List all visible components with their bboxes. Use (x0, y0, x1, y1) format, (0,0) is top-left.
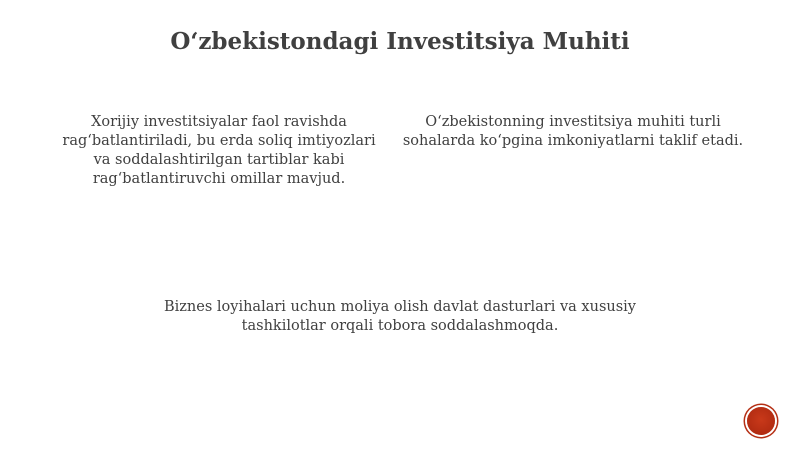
slide-title: O‘zbekistondagi Investitsiya Muhiti (170, 28, 630, 55)
text-block-right (400, 113, 746, 151)
circle-nav-icon[interactable] (747, 407, 775, 435)
text-block-left (56, 113, 382, 189)
text-line: sohalarda ko‘pgina imkoniyatlarni taklif etadi. (402, 133, 744, 149)
text-line: va soddalashtirilgan tartiblar kabi (93, 152, 345, 168)
text-line: Xorijiy investitsiyalar faol ravishda (91, 114, 347, 130)
text-line: O‘zbekistonning investitsiya muhiti turli (425, 114, 721, 130)
text-block-bottom (150, 298, 650, 336)
text-line: rag‘batlantiriladi, bu erda soliq imtiyozlari (62, 133, 376, 149)
text-line: tashkilotlar orqali tobora soddalashmoqda. (241, 318, 559, 334)
text-line: Biznes loyihalari uchun moliya olish davlat dasturlari va xususiy (164, 299, 636, 315)
text-line: rag‘batlantiruvchi omillar mavjud. (92, 171, 346, 187)
